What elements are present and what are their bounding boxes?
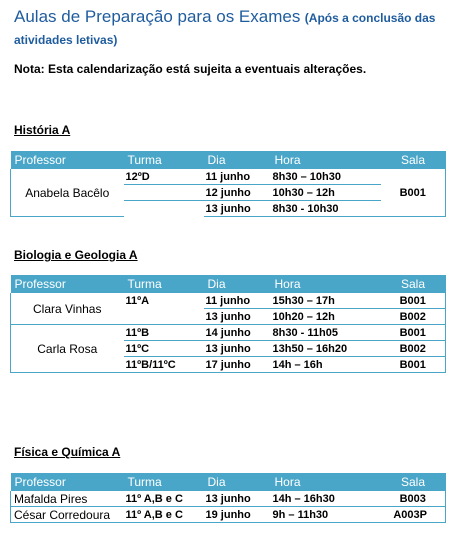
turma-cell	[124, 185, 204, 201]
turma-cell: 11ºB	[124, 325, 204, 341]
schedule-table-biologia	[10, 275, 446, 373]
sala-cell: B001	[381, 357, 446, 373]
dia-cell: 11 junho	[204, 293, 271, 309]
col-header-dia: Dia	[204, 151, 271, 169]
dia-cell: 13 junho	[204, 201, 271, 217]
col-header-dia: Dia	[204, 275, 271, 293]
hora-cell: 14h – 16h30	[271, 491, 381, 507]
section-title-fisica: Física e Química A	[14, 445, 121, 459]
table-header-row	[11, 275, 446, 293]
col-header-professor: Professor	[11, 473, 124, 491]
hora-cell: 10h30 – 12h	[271, 185, 381, 201]
table-row	[11, 293, 446, 309]
turma-cell	[124, 309, 204, 325]
turma-cell: 11º A,B e C	[124, 491, 204, 507]
sala-cell: B001	[381, 169, 446, 217]
professor-cell: Anabela Bacêlo	[11, 169, 124, 217]
hora-cell: 8h30 - 10h30	[271, 201, 381, 217]
col-header-hora: Hora	[271, 275, 381, 293]
turma-cell: 12ºD	[124, 169, 204, 185]
schedule-table-fisica	[10, 473, 446, 523]
schedule-table-historia	[10, 151, 446, 217]
hora-cell: 8h30 - 11h05	[271, 325, 381, 341]
hora-cell: 8h30 – 10h30	[271, 169, 381, 185]
turma-cell	[124, 201, 204, 217]
title-subtitle: (Após a conclusão das atividades letivas)	[14, 11, 436, 47]
hora-cell: 9h – 11h30	[271, 507, 381, 523]
sala-cell: B001	[381, 293, 446, 309]
sala-cell: A003P	[381, 507, 446, 523]
col-header-sala: Sala	[381, 473, 446, 491]
sala-cell: B003	[381, 491, 446, 507]
dia-cell: 11 junho	[204, 169, 271, 185]
professor-cell: Clara Vinhas	[11, 293, 124, 325]
schedule-note: Nota: Esta calendarização está sujeita a eventuais alterações.	[14, 62, 367, 76]
col-header-sala: Sala	[381, 275, 446, 293]
sala-cell: B002	[381, 309, 446, 325]
dia-cell: 12 junho	[204, 185, 271, 201]
turma-cell: 11ºB/11ºC	[124, 357, 204, 373]
hora-cell: 13h50 – 16h20	[271, 341, 381, 357]
col-header-turma: Turma	[124, 275, 204, 293]
col-header-hora: Hora	[271, 473, 381, 491]
section-title-historia: História A	[14, 123, 71, 137]
sala-cell: B001	[381, 325, 446, 341]
turma-cell: 11º A,B e C	[124, 507, 204, 523]
table-header-row	[11, 473, 446, 491]
col-header-hora: Hora	[271, 151, 381, 169]
section-title-biologia: Biologia e Geologia A	[14, 248, 138, 262]
turma-cell: 11ºA	[125, 294, 150, 307]
sala-cell: B002	[381, 341, 446, 357]
hora-cell: 14h – 16h	[271, 357, 381, 373]
dia-cell: 17 junho	[204, 357, 271, 373]
table-row	[11, 325, 446, 341]
table-header-row	[11, 151, 446, 169]
col-header-professor: Professor	[11, 151, 124, 169]
turma-cell: 11ºC	[124, 341, 204, 357]
col-header-turma: Turma	[124, 151, 204, 169]
hora-cell: 15h30 – 17h	[271, 293, 381, 309]
professor-cell: Mafalda Pires	[11, 491, 124, 507]
title-main: Aulas de Preparação para os Exames	[14, 7, 301, 26]
dia-cell: 13 junho	[204, 491, 271, 507]
dia-cell: 13 junho	[204, 309, 271, 325]
dia-cell: 14 junho	[204, 325, 271, 341]
dia-cell: 13 junho	[204, 341, 271, 357]
professor-cell: César Corredoura	[11, 507, 124, 523]
dia-cell: 19 junho	[204, 507, 271, 523]
table-row	[11, 169, 446, 185]
col-header-professor: Professor	[11, 275, 124, 293]
hora-cell: 10h20 – 12h	[271, 309, 381, 325]
page-title	[14, 6, 446, 51]
col-header-turma: Turma	[124, 473, 204, 491]
table-row	[11, 491, 446, 507]
professor-cell: Carla Rosa	[11, 325, 124, 373]
col-header-sala: Sala	[381, 151, 446, 169]
col-header-dia: Dia	[204, 473, 271, 491]
table-row	[11, 507, 446, 523]
